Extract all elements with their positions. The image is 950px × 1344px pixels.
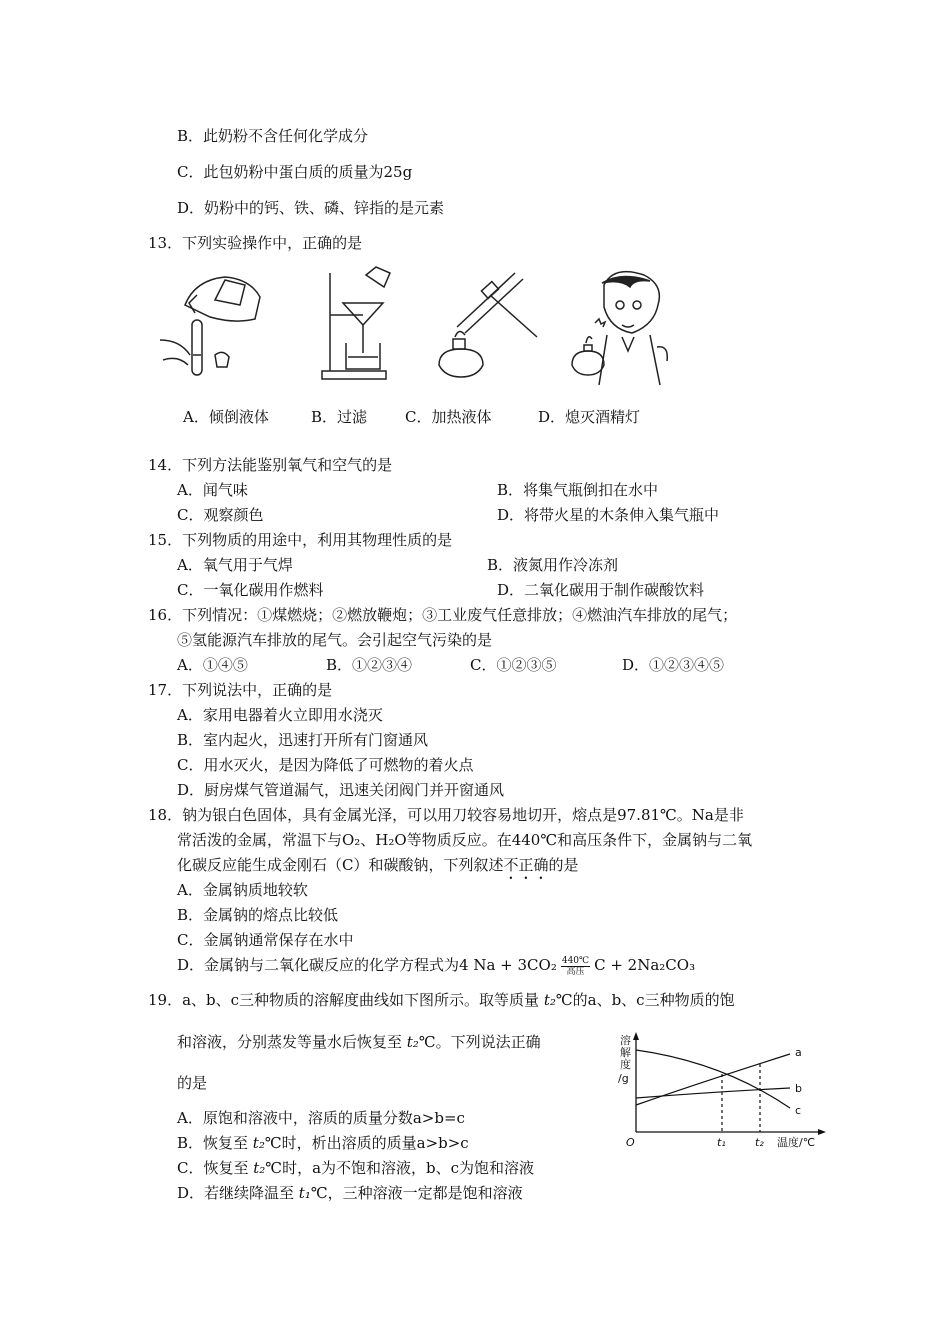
q19-option-c-text-1: C．恢复至 — [177, 1159, 254, 1177]
extinguishing-lamp-illustration — [562, 265, 677, 385]
x-tick-t1: t₁ — [717, 1136, 726, 1149]
q17-option-a: A．家用电器着火立即用水浇灭 — [177, 706, 383, 724]
filtration-illustration — [318, 265, 403, 385]
y-axis-arrow — [633, 1032, 639, 1040]
series-b-label: b — [795, 1082, 802, 1095]
q17-stem: 17．下列说法中，正确的是 — [148, 681, 333, 699]
q13-caption-c: C．加热液体 — [405, 408, 492, 426]
heating-liquid-illustration — [425, 265, 545, 385]
q14-stem: 14．下列方法能鉴别氧气和空气的是 — [148, 456, 393, 474]
q19-stem-text-3: 和溶液，分别蒸发等量水后恢复至 — [177, 1033, 407, 1051]
q14-option-d: D．将带火星的木条伸入集气瓶中 — [497, 506, 720, 524]
q15-option-a: A．氧气用于气焊 — [177, 556, 293, 574]
t2-symbol: t₂ — [543, 991, 556, 1009]
y-label-3: 度 — [620, 1058, 631, 1071]
curve-a — [636, 1054, 790, 1105]
x-axis-label: 温度/℃ — [777, 1136, 816, 1149]
q13-caption-a: A．倾倒液体 — [183, 408, 269, 426]
t2-symbol: t₂ — [252, 1134, 265, 1152]
q19-option-b-text-1: B．恢复至 — [177, 1134, 253, 1152]
reaction-condition-temperature: 440℃ — [561, 955, 590, 966]
series-c-label: c — [795, 1104, 802, 1117]
origin-label: O — [626, 1136, 635, 1149]
q19-stem-line2 — [177, 1032, 541, 1052]
q18-option-a: A．金属钠质地较软 — [177, 881, 308, 899]
q19-option-c — [177, 1158, 534, 1178]
y-label-4: /g — [618, 1072, 629, 1085]
q16-option-c: C．①②③⑤ — [470, 656, 557, 674]
q18-option-b: B．金属钠的熔点比较低 — [177, 906, 339, 924]
q19-option-b — [177, 1133, 469, 1153]
q19-stem-line3: 的是 — [177, 1074, 208, 1092]
q13-caption-d: D．熄灭酒精灯 — [538, 408, 641, 426]
q16-option-a: A．①④⑤ — [177, 656, 248, 674]
y-label-1: 溶 — [620, 1034, 631, 1047]
q16-stem-line2: ⑤氢能源汽车排放的尾气。会引起空气污染的是 — [177, 631, 493, 649]
t2-symbol: t₂ — [253, 1159, 266, 1177]
q16-stem-line1: 16．下列情况：①煤燃烧；②燃放鞭炮；③工业废气任意排放；④燃油汽车排放的尾气； — [148, 606, 738, 624]
q17-option-b: B．室内起火，迅速打开所有门窗通风 — [177, 731, 429, 749]
q19-option-a: A．原饱和溶液中，溶质的质量分数a>b=c — [177, 1109, 465, 1127]
q18-option-d — [177, 955, 695, 977]
x-axis-arrow — [818, 1129, 826, 1135]
q18-stem-line3 — [177, 855, 579, 883]
q18-option-d-text: D．金属钠与二氧化碳反应的化学方程式为4 Na + 3CO₂ — [177, 956, 557, 974]
q16-option-b: B．①②③④ — [326, 656, 413, 674]
q12-option-c: C．此包奶粉中蛋白质的质量为25g — [177, 163, 413, 181]
q14-option-b: B．将集气瓶倒扣在水中 — [497, 481, 659, 499]
q15-option-c: C．一氧化碳用作燃料 — [177, 581, 324, 599]
q19-option-d-text-2: ℃，三种溶液一定都是饱和溶液 — [310, 1184, 523, 1202]
t2-symbol: t₂ — [406, 1033, 419, 1051]
pouring-liquid-illustration — [155, 265, 270, 385]
q18-option-c: C．金属钠通常保存在水中 — [177, 931, 354, 949]
q18-stem-end: 的是 — [548, 856, 579, 874]
q17-option-c: C．用水灭火，是因为降低了可燃物的着火点 — [177, 756, 474, 774]
q19-stem-text-2: ℃的a、b、c三种物质的饱 — [555, 991, 735, 1009]
q14-option-a: A．闻气味 — [177, 481, 248, 499]
q15-option-d: D．二氧化碳用于制作碳酸饮料 — [497, 581, 705, 599]
q19-stem-text-1: 19．a、b、c三种物质的溶解度曲线如下图所示。取等质量 — [148, 991, 544, 1009]
q18-stem-text: 化碳反应能生成金刚石（C）和碳酸钠，下列叙述 — [177, 856, 504, 874]
q14-option-c: C．观察颜色 — [177, 506, 264, 524]
q19-stem-text-4: ℃。下列说法正确 — [418, 1033, 541, 1051]
q15-option-b: B．液氮用作冷冻剂 — [487, 556, 619, 574]
q19-option-d-text-1: D．若继续降温至 — [177, 1184, 299, 1202]
series-a-label: a — [795, 1046, 802, 1059]
x-tick-t2: t₂ — [755, 1136, 764, 1149]
q18-stem-line1: 18．钠为银白色固体，具有金属光泽，可以用刀较容易地切开，熔点是97.81℃。Na是非 — [148, 806, 744, 824]
q19-option-c-text-2: ℃时，a为不饱和溶液，b、c为饱和溶液 — [265, 1159, 535, 1177]
q18-stem-line2: 常活泼的金属，常温下与O₂、H₂O等物质反应。在440℃和高压条件下，金属钠与二氧 — [177, 831, 753, 849]
q18-option-d-products: C + 2Na₂CO₃ — [594, 956, 696, 974]
q19-option-d — [177, 1183, 523, 1203]
q13-stem: 13．下列实验操作中，正确的是 — [148, 234, 363, 252]
reaction-condition-pressure: 高压 — [566, 966, 585, 977]
q16-option-d: D．①②③④⑤ — [622, 656, 725, 674]
solubility-chart — [612, 1030, 837, 1150]
q18-emphasis-not-correct: 不正确 — [503, 856, 549, 874]
q12-option-d: D．奶粉中的钙、铁、磷、锌指的是元素 — [177, 199, 445, 217]
q13-caption-b: B．过滤 — [311, 408, 368, 426]
q19-stem-line1 — [148, 990, 735, 1010]
reaction-condition — [561, 956, 590, 977]
q19-option-b-text-2: ℃时，析出溶质的质量a>b>c — [264, 1134, 469, 1152]
y-label-2: 解 — [620, 1046, 631, 1059]
q12-option-b: B．此奶粉不含任何化学成分 — [177, 127, 369, 145]
q15-stem: 15．下列物质的用途中，利用其物理性质的是 — [148, 531, 453, 549]
q17-option-d: D．厨房煤气管道漏气，迅速关闭阀门并开窗通风 — [177, 781, 505, 799]
t1-symbol: t₁ — [298, 1184, 311, 1202]
